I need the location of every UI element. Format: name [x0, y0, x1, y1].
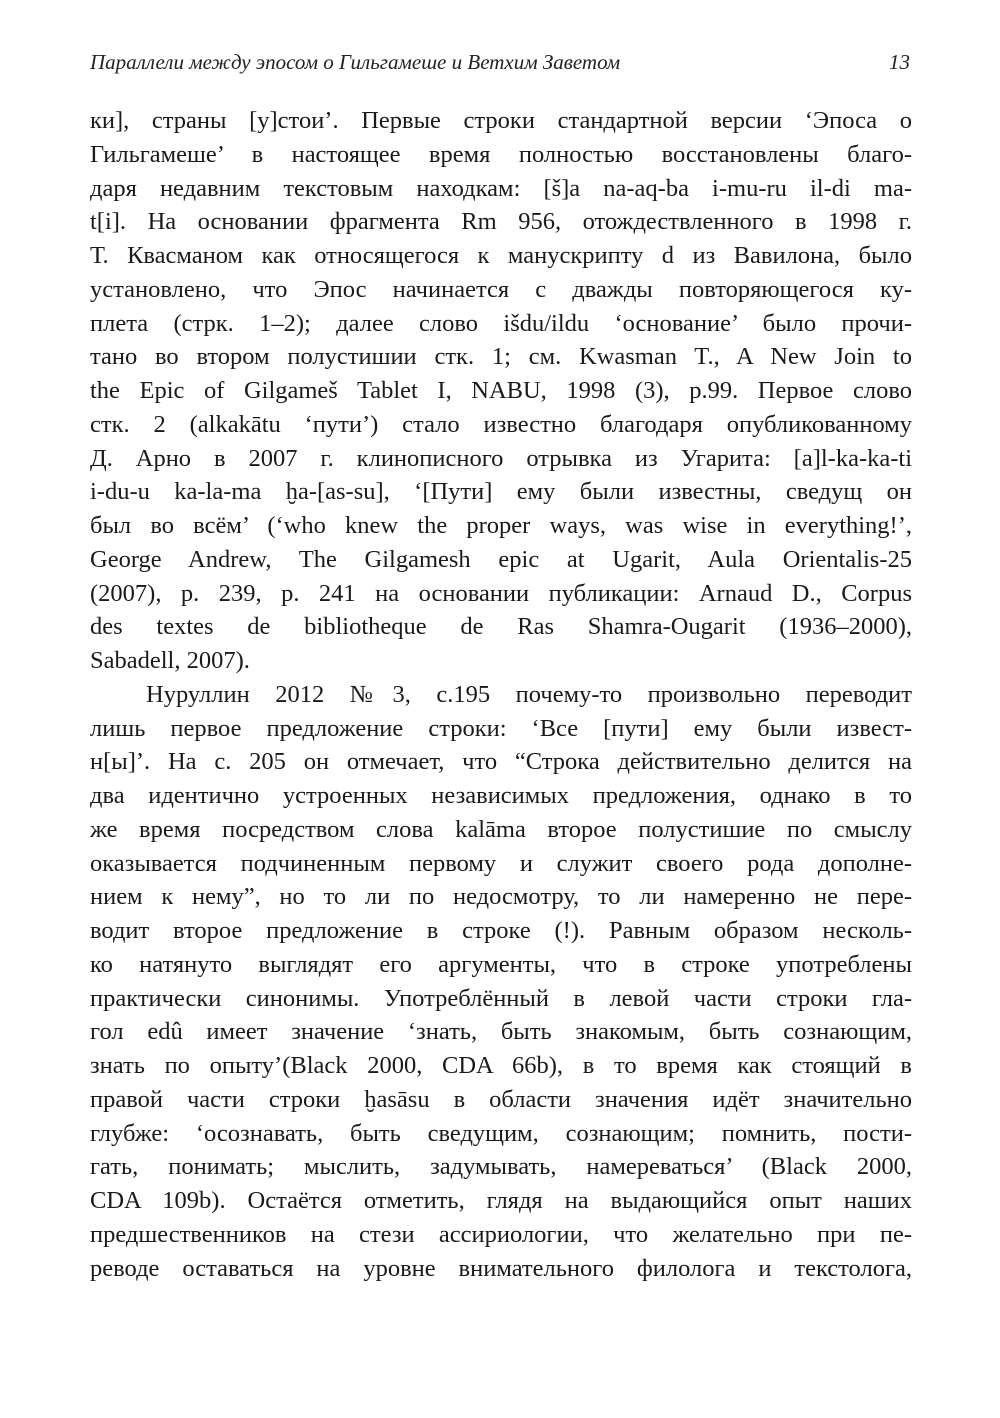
text-line: Нуруллин 2012 №3, с.195 почему-то произвольно переводит [146, 680, 912, 708]
text-line: установлено, что Эпос начинается с дважды повторяющегося ку- [90, 275, 912, 303]
text-line: George Andrew, The Gilgamesh epic at Ugarit, Aula Orientalis-25 [90, 545, 912, 573]
text-line: оказывается подчиненным первому и служит своего рода дополне- [90, 849, 912, 877]
text-line: Гильгамеше’ в настоящее время полностью восстановлены благо- [90, 140, 912, 168]
running-title: Параллели между эпосом о Гильгамеше и Ветхим Заветом [90, 50, 621, 74]
page-number: 13 [889, 50, 910, 74]
text-line: стк. 2 (alkakātu ‘пути’) стало известно благодаря опубликованному [90, 410, 912, 438]
running-header [90, 50, 912, 80]
text-line: реводе оставаться на уровне внимательного филолога и текстолога, [90, 1254, 912, 1282]
body-text [90, 104, 912, 1285]
text-line: тано во втором полустишии стк. 1; см. Kwasman T., A New Join to [90, 343, 912, 371]
text-line: t[i]. На основании фрагмента Rm 956, отождествленного в 1998 г. [90, 208, 912, 236]
text-line: ко натянуто выглядят его аргументы, что в строке употреблены [90, 950, 912, 978]
text-line: глубже: ‘осознавать, быть сведущим, сознающим; помнить, пости- [90, 1119, 912, 1147]
text-line: плета (стрк. 1–2); далее слово išdu/ildu ‘основание’ было прочи- [90, 309, 912, 337]
text-line: знать по опыту’(Black 2000, CDA 66b), в то время как стоящий в [90, 1052, 912, 1079]
paragraph-1 [90, 104, 912, 678]
text-line: гол edû имеет значение ‘знать, быть знакомым, быть сознающим, [90, 1018, 912, 1046]
text-line: был во всём’ (‘who knew the proper ways, was wise in everything!’, [90, 512, 912, 539]
paragraph-2 [90, 678, 912, 1286]
text-line: ки], страны [у]стои’. Первые строки стандартной версии ‘Эпоса о [90, 107, 912, 134]
text-line: i-du-u ka-la-ma ḫa-[as-su], ‘[Пути] ему были известны, сведущ он [90, 478, 912, 506]
text-line: же время посредством слова kalāma второе полустишие по смыслу [90, 815, 912, 843]
text-line: предшественников на стези ассириологии, что желательно при пе- [90, 1220, 912, 1248]
text-line: (2007), p. 239, p. 241 на основании публикации: Arnaud D., Corpus [90, 579, 912, 607]
text-line: практически синонимы. Употреблённый в левой части строки гла- [90, 984, 912, 1012]
text-line: гать, понимать; мыслить, задумывать, намереваться’ (Black 2000, [90, 1153, 912, 1181]
text-line: Sabadell, 2007). [90, 647, 250, 674]
text-line: лишь первое предложение строки: ‘Все [пути] ему были извест- [90, 714, 912, 742]
text-line: даря недавним текстовым находкам: [š]a na-aq-ba i-mu-ru il-di ma- [90, 174, 912, 202]
text-line: Т. Квасманом как относящегося к манускрипту d из Вавилона, было [90, 242, 912, 269]
text-line: the Epic of Gilgameš Tablet I, NABU, 1998 (3), p.99. Первое слово [90, 377, 912, 404]
text-line: Д. Арно в 2007 г. клинописного отрывка из Угарита: [a]l-ka-ka-ti [90, 444, 912, 472]
text-line: правой части строки ḫasāsu в области значения идёт значительно [90, 1085, 912, 1113]
text-line: нием к нему”, но то ли по недосмотру, то ли намеренно не пере- [90, 883, 912, 911]
text-line: н[ы]’. На с. 205 он отмечает, что “Строка действительно делится на [90, 748, 912, 776]
text-line: CDA 109b). Остаётся отметить, глядя на выдающийся опыт наших [90, 1187, 912, 1214]
text-line: водит второе предложение в строке (!). Равным образом несколь- [90, 917, 912, 944]
text-line: два идентично устроенных независимых предложения, однако в то [90, 782, 912, 809]
text-line: des textes de bibliotheque de Ras Shamra-Ougarit (1936–2000), [90, 613, 912, 641]
